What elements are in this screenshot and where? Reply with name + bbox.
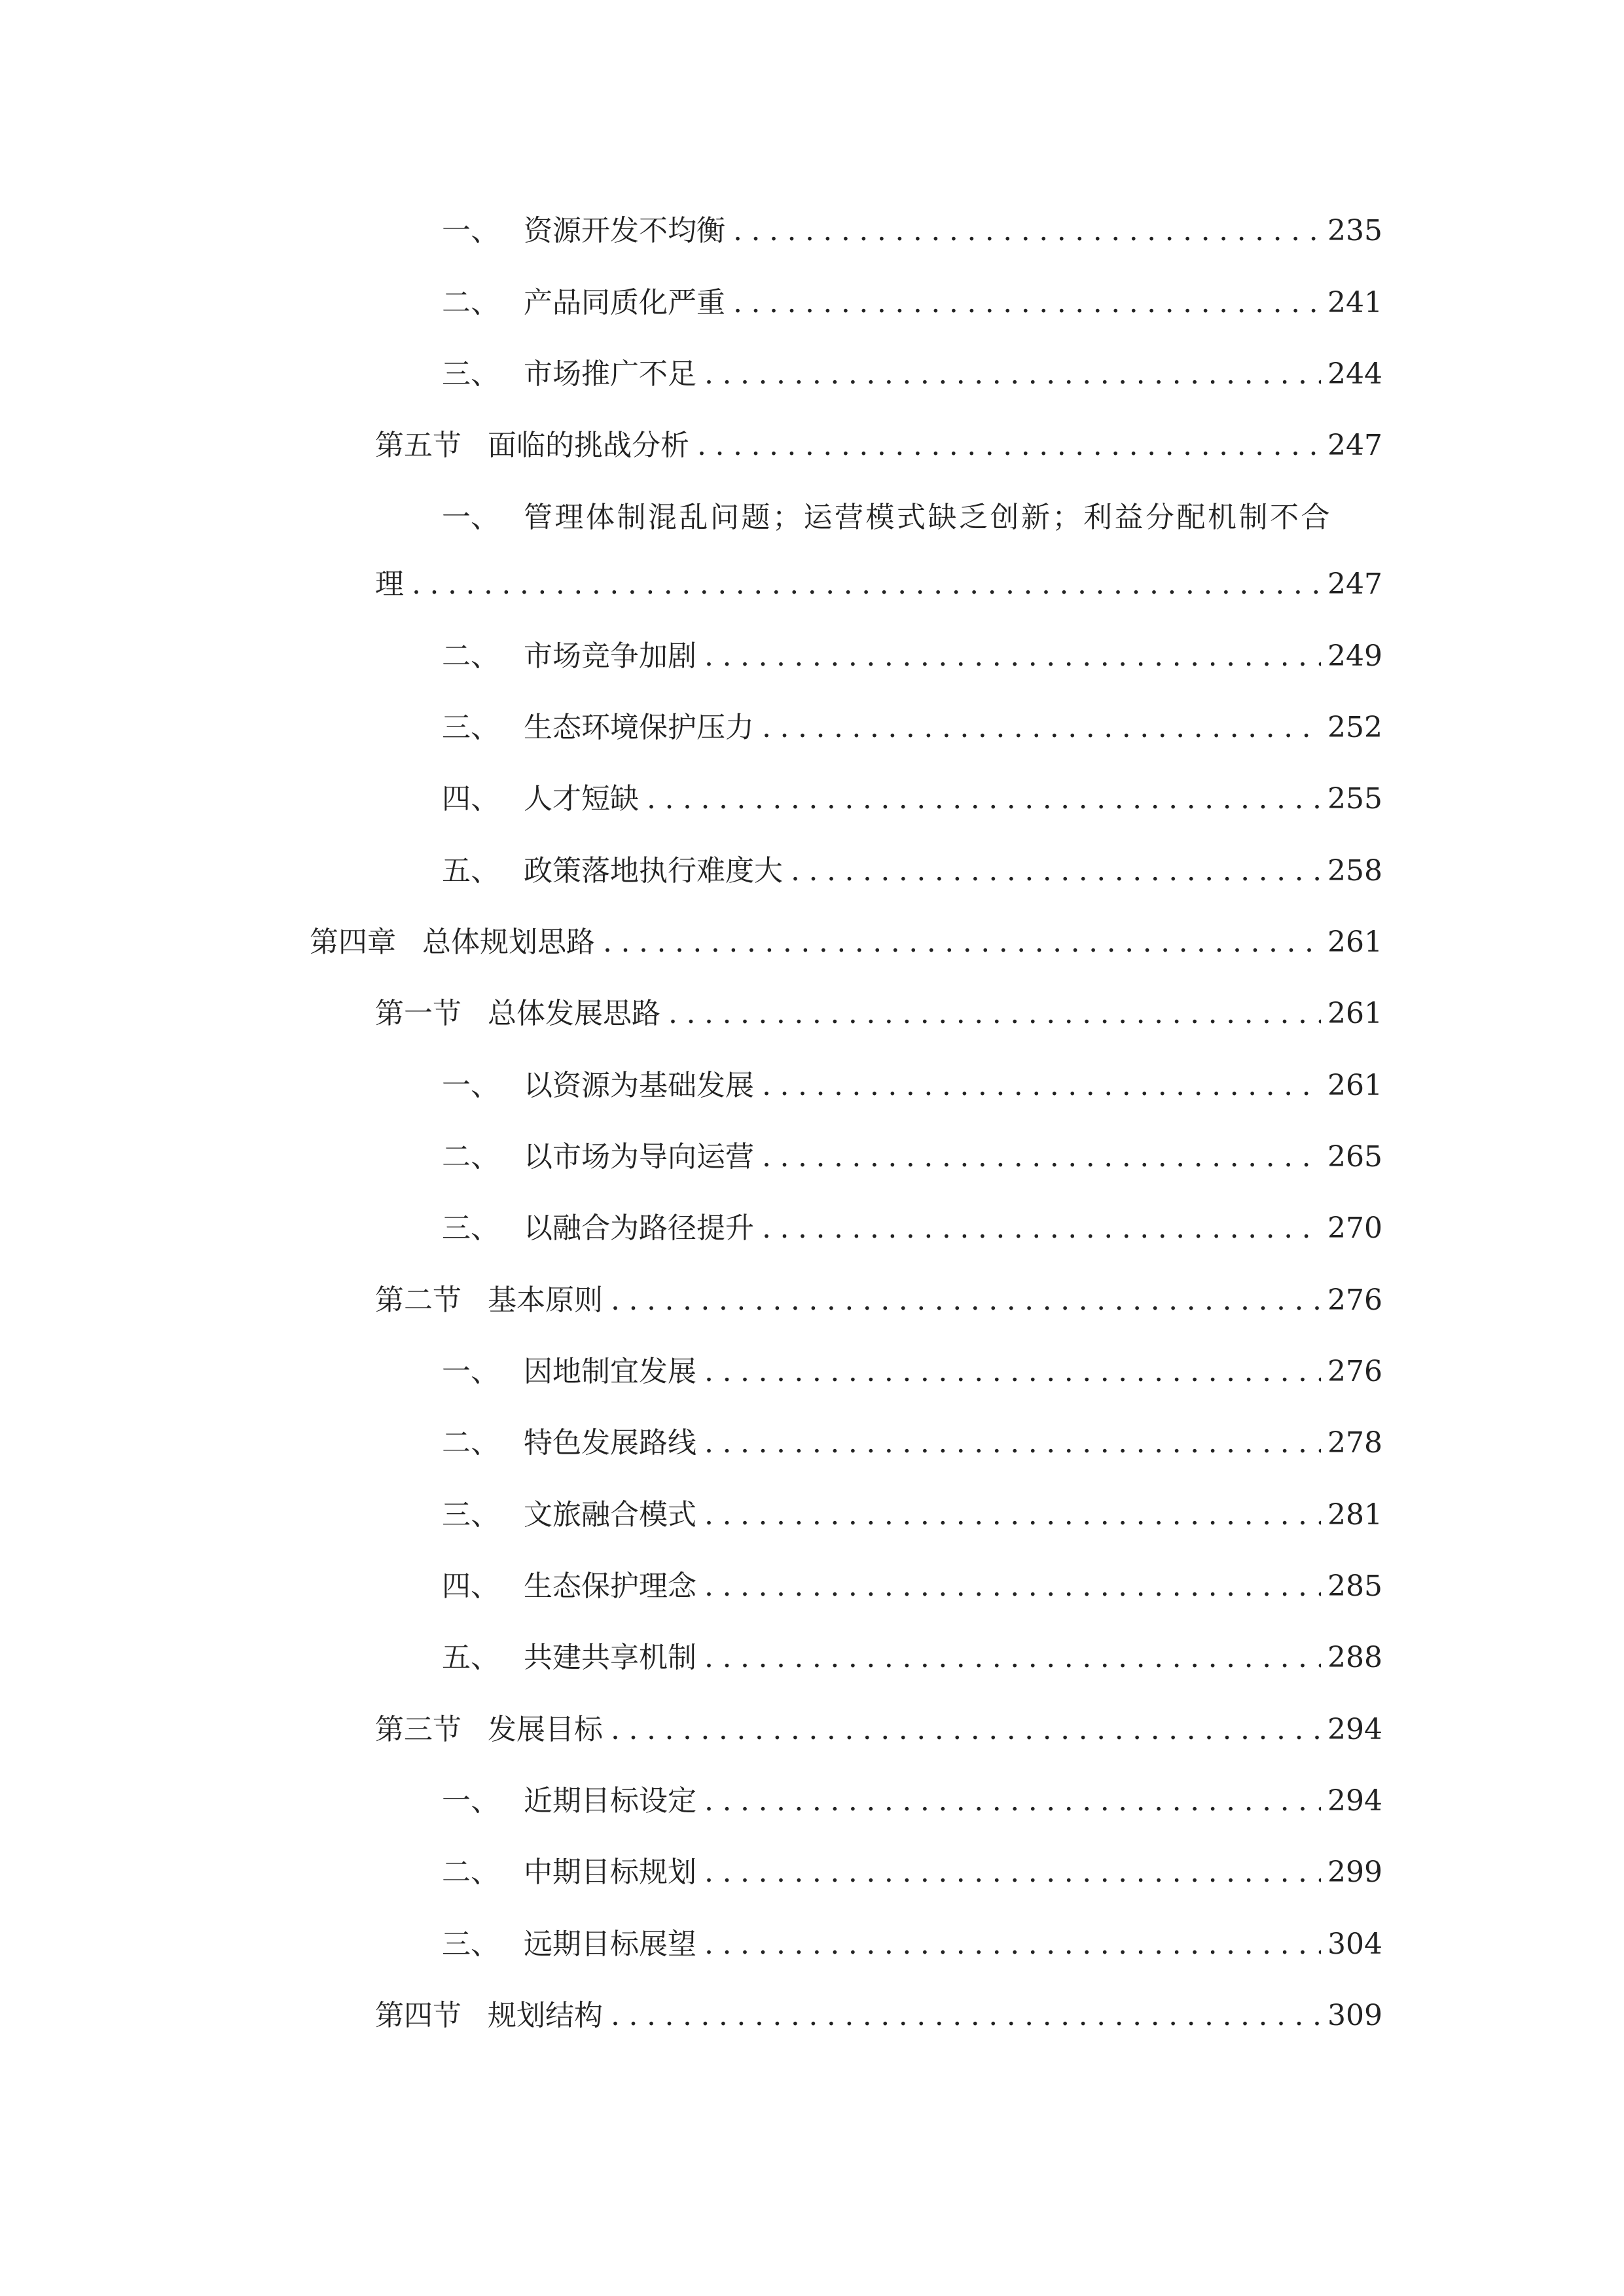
toc-entry-number: 二、 bbox=[442, 1856, 499, 1889]
toc-entry-page: 261 bbox=[1327, 997, 1382, 1030]
toc-entry-title: 文旅融合模式 bbox=[524, 1498, 696, 1532]
toc-entry[interactable] bbox=[442, 1560, 1382, 1606]
toc-entry-title: 共建共享机制 bbox=[524, 1641, 696, 1674]
toc-entry-title: 总体发展思路 bbox=[488, 997, 660, 1030]
dot-leader bbox=[603, 923, 1321, 962]
toc-entry-page: 261 bbox=[1327, 1069, 1382, 1102]
toc-entry-title: 生态保护理念 bbox=[524, 1570, 696, 1603]
toc-entry-title: 生态环境保护压力 bbox=[524, 711, 754, 744]
dot-leader bbox=[704, 1424, 1321, 1463]
toc-entry[interactable] bbox=[442, 1489, 1382, 1535]
toc-entry[interactable] bbox=[442, 845, 1382, 891]
toc-entry[interactable] bbox=[442, 773, 1382, 819]
toc-entry-title-line2: 理 bbox=[375, 567, 404, 601]
dot-leader bbox=[704, 1352, 1321, 1391]
toc-section-entry[interactable] bbox=[375, 1274, 1382, 1320]
toc-entry-page: 309 bbox=[1327, 1999, 1382, 2032]
toc-entry-page: 249 bbox=[1327, 639, 1382, 673]
toc-entry-title-line1: 管理体制混乱问题；运营模式缺乏创新；利益分配机制不合 bbox=[524, 501, 1332, 534]
toc-entry-continuation[interactable] bbox=[375, 558, 1382, 604]
toc-entry-page: 258 bbox=[1327, 854, 1382, 888]
toc-entry-page: 278 bbox=[1327, 1426, 1382, 1460]
toc-entry[interactable] bbox=[442, 630, 1382, 676]
toc-entry-title: 规划结构 bbox=[488, 1999, 603, 2032]
toc-entry-number: 第五节 bbox=[375, 429, 461, 462]
dot-leader bbox=[791, 852, 1321, 891]
dot-leader bbox=[697, 426, 1321, 465]
toc-entry-title: 资源开发不均衡 bbox=[524, 214, 725, 247]
toc-entry-title: 人才短缺 bbox=[524, 782, 639, 816]
dot-leader bbox=[704, 355, 1321, 394]
toc-entry-title: 特色发展路线 bbox=[524, 1426, 696, 1460]
dot-leader bbox=[704, 637, 1321, 676]
toc-entry-title: 市场推广不足 bbox=[524, 357, 696, 391]
toc-entry[interactable] bbox=[442, 205, 1382, 251]
dot-leader bbox=[611, 1281, 1321, 1320]
toc-entry-page: 276 bbox=[1327, 1283, 1382, 1317]
toc-entry-number: 一、 bbox=[442, 1784, 499, 1818]
toc-entry-page: 247 bbox=[1327, 567, 1382, 601]
toc-entry[interactable] bbox=[442, 1918, 1382, 1964]
dot-leader bbox=[611, 1996, 1321, 2036]
toc-section-entry[interactable] bbox=[375, 1704, 1382, 1749]
toc-entry-page: 294 bbox=[1327, 1713, 1382, 1746]
toc-entry-number: 三、 bbox=[442, 357, 499, 391]
toc-entry-page: 304 bbox=[1327, 1928, 1382, 1961]
toc-entry-page: 244 bbox=[1327, 357, 1382, 391]
dot-leader bbox=[762, 1209, 1321, 1248]
toc-entry-number: 第二节 bbox=[375, 1283, 461, 1317]
toc-entry-number: 三、 bbox=[442, 711, 499, 744]
toc-section-entry[interactable] bbox=[375, 1990, 1382, 2036]
toc-entry[interactable] bbox=[442, 1846, 1382, 1892]
toc-entry-page: 276 bbox=[1327, 1355, 1382, 1388]
toc-entry-number: 二、 bbox=[442, 286, 499, 319]
toc-entry-number: 三、 bbox=[442, 1211, 499, 1245]
toc-entry-page: 285 bbox=[1327, 1570, 1382, 1603]
toc-entry-page: 265 bbox=[1327, 1140, 1382, 1174]
toc-section-entry[interactable] bbox=[375, 988, 1382, 1033]
toc-entry-page: 281 bbox=[1327, 1498, 1382, 1532]
toc-entry-title: 政策落地执行难度大 bbox=[524, 854, 783, 888]
toc-entry-page: 235 bbox=[1327, 214, 1382, 247]
dot-leader bbox=[762, 1138, 1321, 1177]
toc-entry[interactable] bbox=[442, 1060, 1382, 1105]
dot-leader bbox=[668, 994, 1321, 1033]
toc-entry-title: 产品同质化严重 bbox=[524, 286, 725, 319]
toc-entry-page: 241 bbox=[1327, 286, 1382, 319]
toc-entry-number: 一、 bbox=[442, 214, 499, 247]
toc-entry-page: 261 bbox=[1327, 925, 1382, 959]
dot-leader bbox=[704, 1782, 1321, 1821]
dot-leader bbox=[647, 780, 1321, 819]
toc-entry-number: 一、 bbox=[442, 1069, 499, 1102]
toc-entry[interactable] bbox=[442, 1346, 1382, 1391]
toc-entry-page: 299 bbox=[1327, 1856, 1382, 1889]
toc-entry[interactable] bbox=[442, 1417, 1382, 1463]
dot-leader bbox=[704, 1925, 1321, 1964]
toc-entry-title: 近期目标设定 bbox=[524, 1784, 696, 1818]
dot-leader bbox=[733, 211, 1321, 251]
toc-entry-title: 因地制宜发展 bbox=[524, 1355, 696, 1388]
toc-entry-page: 270 bbox=[1327, 1211, 1382, 1245]
toc-entry-number: 二、 bbox=[442, 1140, 499, 1174]
toc-entry-number: 三、 bbox=[442, 1928, 499, 1961]
toc-entry-number: 四、 bbox=[442, 1570, 499, 1603]
toc-entry-number: 五、 bbox=[442, 854, 499, 888]
toc-entry-title: 基本原则 bbox=[488, 1283, 603, 1317]
toc-entry[interactable] bbox=[442, 277, 1382, 323]
dot-leader bbox=[704, 1496, 1321, 1535]
toc-entry-title: 以资源为基础发展 bbox=[524, 1069, 754, 1102]
toc-entry-number: 第四章 bbox=[310, 925, 396, 959]
toc-entry-number: 三、 bbox=[442, 1498, 499, 1532]
toc-section-entry[interactable] bbox=[375, 420, 1382, 465]
toc-entry-number: 五、 bbox=[442, 1641, 499, 1674]
toc-entry-page: 252 bbox=[1327, 711, 1382, 744]
toc-entry-page: 255 bbox=[1327, 782, 1382, 816]
toc-entry-number: 二、 bbox=[442, 639, 499, 673]
toc-entry-title: 面临的挑战分析 bbox=[488, 429, 689, 462]
toc-entry-page: 247 bbox=[1327, 429, 1382, 462]
toc-entry-page: 288 bbox=[1327, 1641, 1382, 1674]
toc-entry-number: 第三节 bbox=[375, 1713, 461, 1746]
toc-entry-title: 以融合为路径提升 bbox=[524, 1211, 754, 1245]
dot-leader bbox=[762, 1066, 1321, 1105]
toc-entry-title: 以市场为导向运营 bbox=[524, 1140, 754, 1174]
dot-leader bbox=[704, 1638, 1321, 1677]
toc-entry[interactable] bbox=[442, 1131, 1382, 1177]
toc-entry-number: 第四节 bbox=[375, 1999, 461, 2032]
toc-entry-title: 发展目标 bbox=[488, 1713, 603, 1746]
dot-leader bbox=[762, 708, 1321, 747]
toc-entry-title: 远期目标展望 bbox=[524, 1928, 696, 1961]
dot-leader bbox=[704, 1853, 1321, 1892]
dot-leader bbox=[704, 1567, 1321, 1606]
dot-leader bbox=[733, 283, 1321, 323]
toc-entry-title: 市场竞争加剧 bbox=[524, 639, 696, 673]
dot-leader bbox=[611, 1710, 1321, 1749]
toc-entry[interactable] bbox=[442, 1202, 1382, 1248]
toc-entry[interactable] bbox=[442, 1775, 1382, 1821]
toc-entry[interactable] bbox=[442, 348, 1382, 394]
toc-entry-number: 二、 bbox=[442, 1426, 499, 1460]
toc-entry-number: 四、 bbox=[442, 782, 499, 816]
toc-entry-wrapped[interactable] bbox=[442, 492, 1382, 537]
toc-entry-number: 一、 bbox=[442, 1355, 499, 1388]
toc-entry[interactable] bbox=[442, 1632, 1382, 1677]
toc-chapter-entry[interactable] bbox=[310, 916, 1382, 962]
toc-entry-number: 一、 bbox=[442, 501, 499, 534]
dot-leader bbox=[412, 565, 1321, 604]
toc-entry-title: 中期目标规划 bbox=[524, 1856, 696, 1889]
toc-entry-title: 总体规划思路 bbox=[422, 925, 595, 959]
toc-entry[interactable] bbox=[442, 702, 1382, 747]
toc-entry-page: 294 bbox=[1327, 1784, 1382, 1818]
toc-entry-number: 第一节 bbox=[375, 997, 461, 1030]
